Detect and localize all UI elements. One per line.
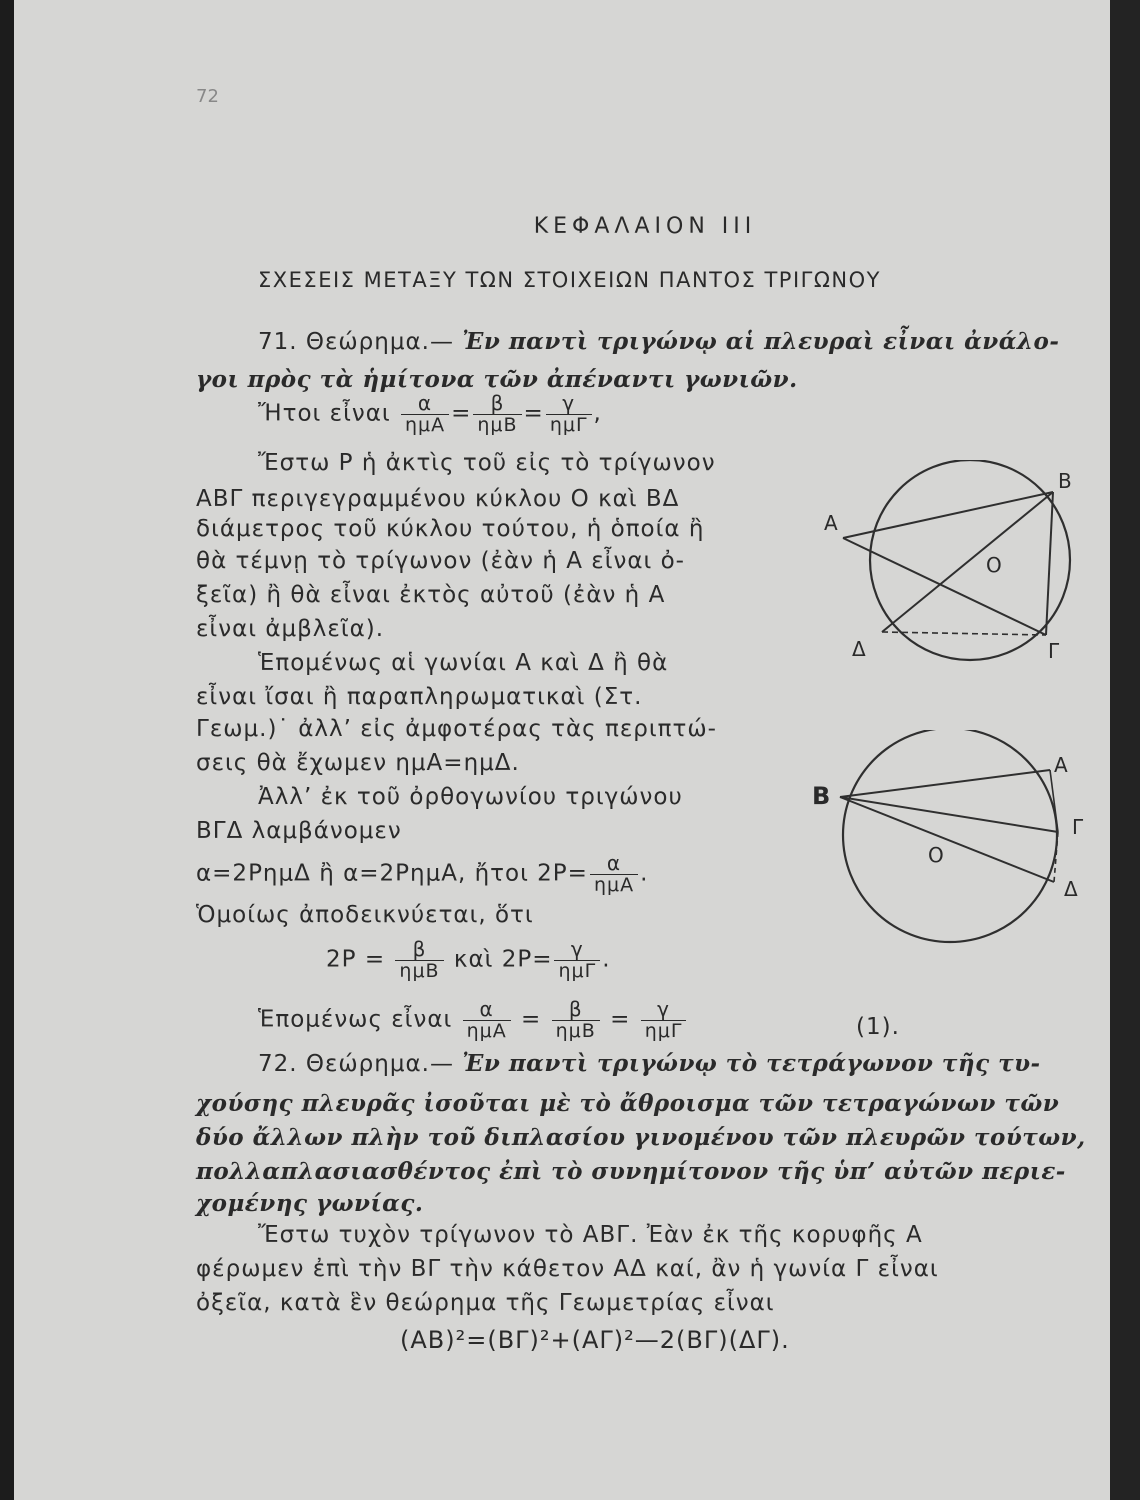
fraction-numerator: α [463, 998, 511, 1021]
chapter-heading: ΚΕΦΑΛΑΙΟΝ III [533, 214, 757, 239]
equation-2R-b-g [326, 938, 611, 982]
figure-2-circle-diagram [810, 730, 1110, 950]
fraction-a-over-sinA [590, 852, 638, 896]
segment-BG [840, 797, 1058, 832]
equation-left: 2Ρ = [326, 946, 386, 973]
label-B: Β [812, 782, 831, 810]
fraction-denominator: ημΓ [549, 414, 588, 436]
equals-sign: = [451, 400, 472, 427]
body-line: εἶναι ἀμβλεῖα). [196, 616, 385, 642]
fraction-a-over-sinA [463, 998, 511, 1042]
fraction-g-over-sinG [554, 938, 600, 982]
similarly-line: Ὁμοίως ἀποδεικνύεται, ὅτι [196, 902, 534, 928]
body-line: διάμετρος τοῦ κύκλου τούτου, ἡ ὁποία ἢ [196, 516, 705, 542]
page-number: 72 [196, 86, 219, 107]
body-line: ὀξεῖα, κατὰ ἓν θεώρημα τῆς Γεωμετρίας εἶναι [196, 1290, 775, 1316]
fraction-numerator: γ [641, 998, 687, 1021]
fraction-b-over-sinB [552, 998, 600, 1042]
fraction-denominator: ημΒ [477, 414, 518, 436]
body-line: ΒΓΔ λαμβάνομεν [196, 818, 402, 844]
theorem-72-statement-line: πολλαπλασιασθέντος ἐπὶ τὸ συνημίτονον τῆς ὑπ’ αὐτῶν περιε- [196, 1158, 1066, 1185]
equation-number: (1). [856, 1014, 900, 1040]
label-D: Δ [852, 637, 866, 661]
body-line: Ἑπομένως αἱ γωνίαι Α καὶ Δ ἢ θὰ [258, 650, 669, 676]
chapter-subtitle: ΣΧΕΣΕΙΣ ΜΕΤΑΞΥ ΤΩΝ ΣΤΟΙΧΕΙΩΝ ΠΑΝΤΟΣ ΤΡΙΓΩΝΟΥ [258, 268, 881, 292]
body-line: Ἔστω Ρ ἡ ἀκτὶς τοῦ εἰς τὸ τρίγωνον [258, 450, 716, 476]
fraction-numerator: β [395, 938, 443, 961]
equation-mid: καὶ 2Ρ= [453, 946, 553, 973]
ratio-intro: Ἤτοι εἶναι [258, 400, 391, 427]
fraction-numerator: β [473, 392, 521, 415]
fraction-numerator: α [590, 852, 638, 875]
circumcircle [843, 730, 1057, 942]
label-A: Α [824, 511, 838, 535]
fraction-denominator: ημΒ [399, 960, 440, 982]
fraction-denominator: ημΑ [404, 414, 446, 436]
fraction-g-over-sinG [546, 392, 592, 436]
fraction-b-over-sinB [473, 392, 521, 436]
segment-BA [840, 770, 1050, 797]
segment-BG [1046, 492, 1053, 635]
theorem-72-statement-line: Ἐν παντὶ τριγώνῳ τὸ τετράγωνον τῆς τυ- [462, 1050, 1041, 1077]
dashed-DG [882, 632, 1046, 635]
comma: , [593, 400, 602, 427]
equation-2R [196, 852, 648, 896]
body-line: ξεῖα) ἢ θὰ εἶναι ἐκτὸς αὐτοῦ (ἐὰν ἡ Α [196, 582, 666, 608]
body-line: Ἀλλ’ ἐκ τοῦ ὀρθογωνίου τριγώνου [258, 784, 683, 810]
fraction-a-over-sinA [401, 392, 449, 436]
theorem-71-statement-part1: Ἐν παντὶ τριγώνῳ αἱ πλευραὶ εἶναι ἀνάλο- [462, 328, 1060, 355]
theorem-72-statement-line: χομένης γωνίας. [196, 1190, 424, 1217]
body-line: Ἔστω τυχὸν τρίγωνον τὸ ΑΒΓ. Ἐὰν ἐκ τῆς κορυφῆς Α [258, 1222, 923, 1248]
body-line: ΑΒΓ περιγεγραμμένου κύκλου Ο καὶ ΒΔ [196, 486, 680, 512]
label-G: Γ [1072, 815, 1084, 839]
body-line: σεις θὰ ἔχωμεν ημΑ=ημΔ. [196, 750, 520, 776]
label-A: Α [1054, 753, 1068, 777]
theorem-71-heading: 71. Θεώρημα.— [258, 329, 454, 355]
body-line: φέρωμεν ἐπὶ τὴν ΒΓ τὴν κάθετον ΑΔ καί, ἂν ἡ γωνία Γ εἶναι [196, 1256, 939, 1282]
law-of-sines-equation [258, 998, 688, 1042]
segment-AB [843, 492, 1053, 538]
fraction-denominator: ημΑ [466, 1020, 507, 1042]
fraction-numerator: β [552, 998, 600, 1021]
equals-sign: = [523, 400, 544, 427]
body-line: εἶναι ἴσαι ἢ παραπληρωματικαὶ (Στ. [196, 684, 643, 710]
theorem-72-statement-line: δύο ἄλλων πλὴν τοῦ διπλασίου γινομένου τῶν πλευρῶν τούτων, [196, 1124, 1086, 1151]
theorem-72-heading: 72. Θεώρημα.— [258, 1051, 454, 1077]
label-D: Δ [1064, 877, 1078, 901]
fraction-g-over-sinG [641, 998, 687, 1042]
theorem-71-line1 [258, 328, 1059, 355]
theorem-72-statement-line: χούσης πλευρᾶς ἰσοῦται μὲ τὸ ἄθροισμα τῶν τετραγώνων τῶν [196, 1090, 1060, 1117]
diameter-BD [882, 492, 1053, 632]
fraction-denominator: ημΒ [555, 1020, 596, 1042]
theorem-72-line1 [258, 1050, 1041, 1077]
fraction-b-over-sinB [395, 938, 443, 982]
fraction-denominator: ημΓ [558, 960, 597, 982]
fraction-numerator: γ [546, 392, 592, 415]
cosine-law-formula: (ΑΒ)²=(ΒΓ)²+(ΑΓ)²—2(ΒΓ)(ΔΓ). [400, 1326, 790, 1354]
period: . [640, 860, 649, 887]
body-line: θὰ τέμνῃ τὸ τρίγωνον (ἐὰν ἡ Α εἶναι ὀ- [196, 548, 685, 574]
equals-sign: = [610, 1006, 631, 1033]
fraction-numerator: α [401, 392, 449, 415]
label-O: Ο [986, 553, 1002, 577]
theorem-71-statement-part2: γοι πρὸς τὰ ἡμίτονα τῶν ἀπέναντι γωνιῶν. [196, 366, 798, 393]
diameter-BD [840, 797, 1054, 882]
label-O: Ο [928, 843, 944, 867]
equation-text: α=2ΡημΔ ἢ α=2ΡημΑ, ἤτοι 2Ρ= [196, 860, 588, 887]
label-B: Β [1058, 469, 1072, 493]
fraction-denominator: ημΓ [644, 1020, 683, 1042]
therefore-text: Ἑπομένως εἶναι [258, 1006, 453, 1033]
fraction-numerator: γ [554, 938, 600, 961]
period: . [602, 946, 611, 973]
equals-sign: = [521, 1006, 542, 1033]
figure-1-circle-diagram [810, 460, 1110, 680]
label-G: Γ [1048, 639, 1060, 663]
fraction-denominator: ημΑ [593, 874, 635, 896]
body-line: Γεωμ.)˙ ἀλλ’ εἰς ἀμφοτέρας τὰς περιπτώ- [196, 716, 717, 742]
ratio-equation [258, 392, 602, 436]
